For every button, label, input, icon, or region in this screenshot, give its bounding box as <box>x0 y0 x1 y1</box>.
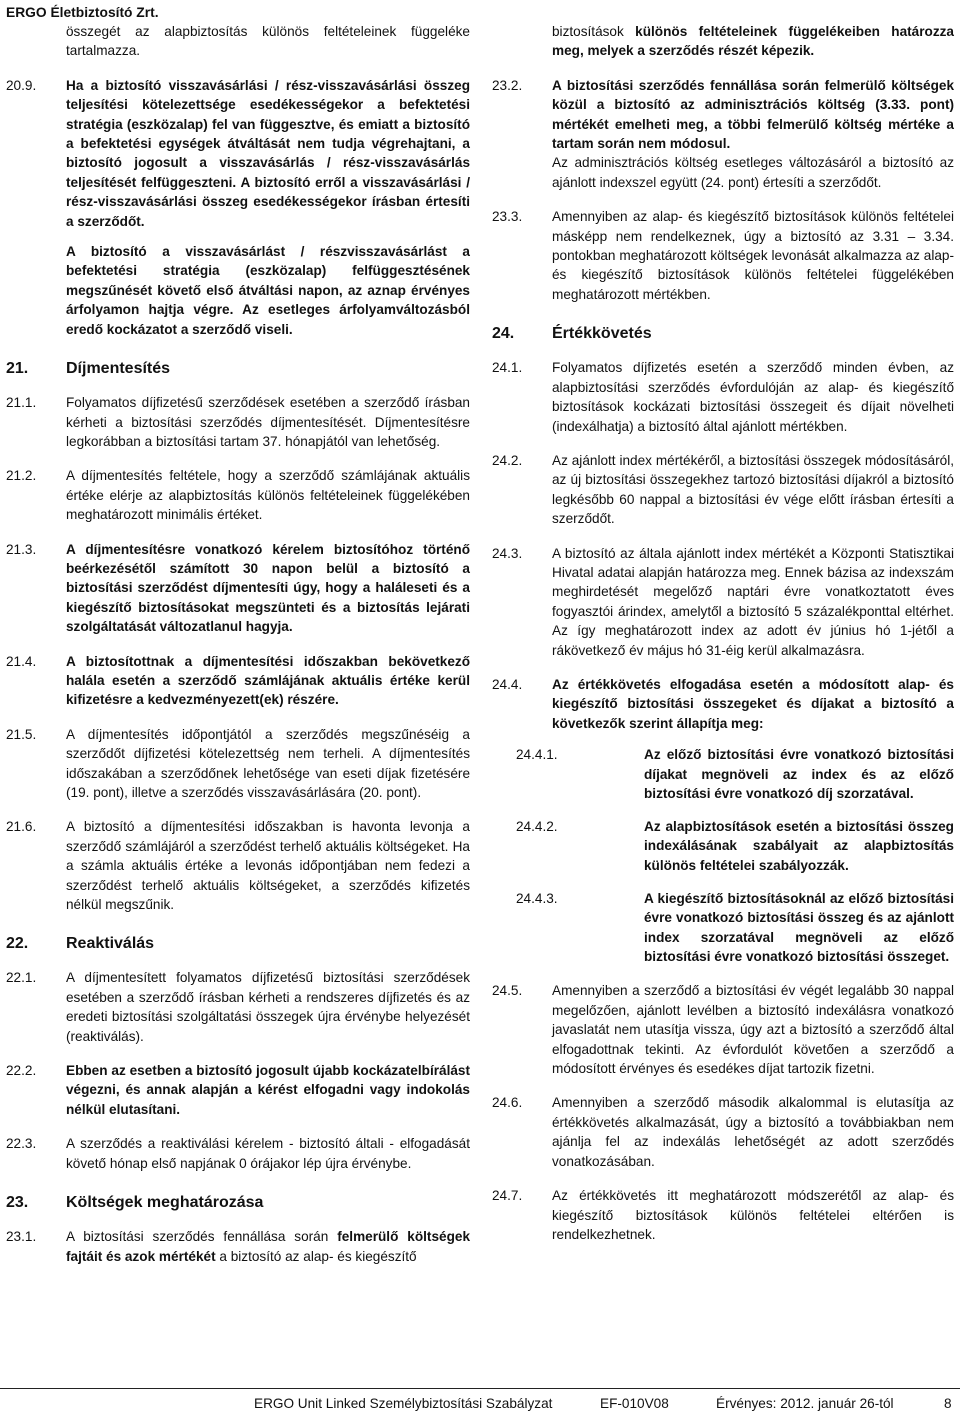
paragraph-text: A díjmentesítés időpontjától a szerződés megszűnéséig a szerződőt díjfizetési kötelezettség nem terheli. A díjmentesítés időszakában a szerződőnek lehetősége van eseti díjak fizetésére (19. pont), illetve a szerződés visszavásárlására (20. pont). <box>66 726 470 800</box>
paragraph-22-1 <box>6 968 470 1046</box>
paragraph-21-6 <box>6 817 470 914</box>
company-name: ERGO Életbiztosító Zrt. <box>6 5 159 20</box>
paragraph-number: 22.1. <box>6 970 37 986</box>
paragraph-text: összegét az alapbiztosítás különös feltételeinek függeléke tartalmazza. <box>66 24 470 59</box>
paragraph-text: Ebben az esetben a biztosító jogosult újabb kockázatelbírálást végezni, és annak alapján a kérést elfogadni vagy indokolás nélkül elutasítani. <box>66 1063 470 1117</box>
paragraph-22-3 <box>6 1134 470 1173</box>
paragraph-21-2 <box>6 466 470 524</box>
paragraph-22-2 <box>6 1061 470 1119</box>
section-title: Reaktiválás <box>66 935 155 953</box>
paragraph-24-4-1 <box>516 745 954 803</box>
footer-regulation-name: ERGO Unit Linked Személybiztosítási Szabályzat <box>254 1396 553 1411</box>
section-heading-23 <box>6 1193 470 1213</box>
paragraph-text: A kiegészítő biztosításoknál az előző biztosítási évre vonatkozó biztosítási összeg és az ajánlott index szorzatával megnöveli az előző biztosítási évre vonatkozó biztosítási összeget. <box>644 890 954 965</box>
paragraph-cont <box>6 22 470 61</box>
paragraph-number: 24.4.2. <box>516 819 558 834</box>
paragraph-21-4 <box>6 652 470 710</box>
paragraph-number: 21.2. <box>6 468 37 484</box>
paragraph-text-bold: felmerülő költségek fajtáit és azok mértékét <box>66 1229 470 1264</box>
paragraph-21-3 <box>6 540 470 637</box>
paragraph-text: A biztosító a díjmentesítési időszakban is havonta levonja a szerződő számlájáról a szerződést terhelő aktuális költségeket. Ha a számla aktuális értéke a levonás időpontjában nem fedezi a szerződést terhelő aktuális költségeket, a szerződés kifizetés nélkül megszűnik. <box>66 819 470 913</box>
left-column <box>6 22 470 1266</box>
paragraph-text: A biztosítási szerződés fennállása során <box>66 1229 338 1245</box>
paragraph-text: Az értékkövetés itt meghatározott módszerétől az alap- és kiegészítő biztosítások különös feltételei eltérően is rendelkezhetnek. <box>552 1188 954 1242</box>
paragraph-number: 22.3. <box>6 1136 37 1152</box>
page-number: 8 <box>944 1396 952 1411</box>
paragraph-cont <box>492 22 954 61</box>
paragraph-text-bold: A biztosítási szerződés fennállása során felmerülő költségek közül a biztosító az adminisztrációs költség (3.33. pont) mértékét emelheti meg, a többi felmerülő költség mértéke a tartam során nem módosul. <box>552 77 954 152</box>
paragraph-text: Az adminisztrációs költség esetleges változásáról a biztosító az ajánlott indexszel együtt (24. pont) értesíti a szerződőt. <box>552 155 954 190</box>
section-number: 24. <box>492 325 515 343</box>
footer-code: EF-010V08 <box>600 1396 669 1411</box>
paragraph-number: 24.1. <box>492 360 523 376</box>
paragraph-text: Folyamatos díjfizetés esetén a szerződő minden évben, az alapbiztosítási szerződés évfordulóján az alap- és kiegészítő biztosítások kockázati biztosítási összegeit és díjait növelheti (indexálhatja) a biztosító által ajánlott mértékben. <box>552 360 954 434</box>
paragraph-number: 23.1. <box>6 1229 37 1245</box>
paragraph-21-5 <box>6 725 470 803</box>
paragraph-23-1 <box>6 1227 470 1266</box>
paragraph-text-bold: különös feltételeinek függelékeiben határozza meg, melyek a szerződés részét képezik. <box>552 24 954 59</box>
paragraph-text: A díjmentesítésre vonatkozó kérelem biztosítóhoz történő beérkezésétől számított 30 napon belül a biztosító a biztosítási szerződést díjmentesíti úgy, hogy a haláleseti és a kiegészítő biztosításokat megszünteti és a biztosítás lejárati szolgáltatását változatlanul hagyja. <box>66 541 470 635</box>
paragraph-number: 23.2. <box>492 77 523 93</box>
paragraph-number: 20.9. <box>6 77 37 93</box>
paragraph-text: Amennyiben a szerződő a biztosítási év végét legalább 30 nappal megelőzően, ajánlott levélben a biztosító indexálásra vonatkozó javaslatát nem utasítja vissza, úgy azt a biztosító a szerződő által elfogadottnak tekinti. Az évfordulót követően a szerződő a módosított érvényes és esedékes díjat tartozik fizetni. <box>552 983 954 1077</box>
paragraph-number: 22.2. <box>6 1063 37 1079</box>
paragraph-text: A biztosítottnak a díjmentesítési időszakban bekövetkező halála esetén a szerződő számlájának aktuális értéke kerül kifizetésre a kedvezményezett(ek) részére. <box>66 653 470 708</box>
right-column <box>492 22 954 1244</box>
section-title: Értékkövetés <box>552 325 652 343</box>
paragraph-text: Az előző biztosítási évre vonatkozó biztosítási díjakat megnöveli az index és az előző biztosítási évre vonatkozó díj szorzatával. <box>644 747 954 801</box>
section-title: Díjmentesítés <box>66 360 171 378</box>
paragraph-24-7 <box>492 1186 954 1244</box>
paragraph-24-4-2 <box>516 817 954 875</box>
paragraph-number: 21.1. <box>6 395 37 411</box>
paragraph-number: 24.3. <box>492 545 523 561</box>
paragraph-23-3 <box>492 207 954 304</box>
paragraph-24-2 <box>492 451 954 529</box>
paragraph-text: Az értékkövetés elfogadása esetén a módosított alap- és kiegészítő biztosítási összegeket és díjakat a biztosító a következők szerint állapítja meg: <box>552 676 954 731</box>
paragraph-24-3 <box>492 544 954 660</box>
paragraph-20-9 <box>6 76 470 339</box>
paragraph-24-4 <box>492 675 954 733</box>
paragraph-24-4-3 <box>516 889 954 967</box>
section-title: Költségek meghatározása <box>66 1194 264 1212</box>
section-heading-22 <box>6 934 470 954</box>
paragraph-23-2 <box>492 76 954 192</box>
paragraph-24-1 <box>492 358 954 436</box>
paragraph-24-5 <box>492 981 954 1078</box>
paragraph-text: Folyamatos díjfizetésű szerződések esetében a szerződő írásban kérheti a biztosítási szerződés díjmentesítését. Díjmentesítésre legkorábban a biztosítási tartam 37. hónapjától van lehetőség. <box>66 395 470 449</box>
footer-validity: Érvényes: 2012. január 26-tól <box>716 1396 894 1411</box>
paragraph-21-1 <box>6 393 470 451</box>
footer-divider <box>0 1388 960 1389</box>
paragraph-number: 24.4.3. <box>516 890 558 906</box>
paragraph-text: biztosítások <box>552 24 636 39</box>
section-number: 21. <box>6 360 29 378</box>
paragraph-number: 23.3. <box>492 209 523 225</box>
paragraph-number: 24.4.1. <box>516 747 558 763</box>
paragraph-number: 24.4. <box>492 676 523 692</box>
paragraph-text: a biztosító az alap- és kiegészítő <box>215 1248 417 1264</box>
paragraph-text: A díjmentesített folyamatos díjfizetésű biztosítási szerződések esetében a szerződő írásban kérheti a rendszeres díjfizetés és az eredeti biztosítási szolgáltatási összegek újra érvénybe helyezését (reaktiválás). <box>66 970 470 1044</box>
paragraph-text: A biztosító az általa ajánlott index mértékét a Központi Statisztikai Hivatal adatai alapján határozza meg. Ennek bázisa az indexszám meghirdetését megelőző naptári évre vonatkoztatott éves fogyasztói árindex, amelytől a biztosító 5 százalékponttal eltérhet. Az így meghatározott index az adott év június hó 1-jétől a rákövetkező év május hó 31-éig kerül alkalmazásra. <box>552 545 954 658</box>
paragraph-number: 21.3. <box>6 541 37 557</box>
paragraph-text: A szerződés a reaktiválási kérelem - biztosító általi - elfogadását követő hónap első napjának 0 órájakor lép újra érvénybe. <box>66 1136 470 1171</box>
paragraph-number: 21.5. <box>6 726 37 742</box>
section-heading-24 <box>492 324 954 344</box>
paragraph-text: A biztosító a visszavásárlást / részvisszavásárlást a befektetési stratégia (eszközalap) felfüggesztésének megszűnését követő első átváltási napon, az aznap érvényes árfolyamon hajtja végre. Az esetleges árfolyamváltozásból eredő kockázatot a szerződő viseli. <box>66 244 470 337</box>
paragraph-text: Az alapbiztosítások esetén a biztosítási összeg indexálásának szabályait az alapbiztosítás különös feltételei szabályozzák. <box>644 819 954 873</box>
paragraph-number: 24.5. <box>492 983 523 999</box>
paragraph-text: Amennyiben az alap- és kiegészítő biztosítások különös feltételei másképp nem rendelkeznek, úgy a biztosító az 3.31 – 3.34. pontokban meghatározott költségek levonását alkalmazza az alap- és kiegészítő biztosítások különös feltételei függelékében meghatározott mértékben. <box>552 209 954 302</box>
paragraph-number: 24.2. <box>492 452 523 468</box>
paragraph-text: Az ajánlott index mértékéről, a biztosítási összegek módosításáról, az új biztosítási összegekhez tartozó biztosítási díjakról a biztosító legkésőbb 60 nappal a biztosítási év vége előtt írásban értesíti a szerződőt. <box>552 452 954 527</box>
paragraph-text: A díjmentesítés feltétele, hogy a szerződő számlájának aktuális értéke elérje az alapbiztosítás különös feltételeinek függelékében meghatározott minimális értéket. <box>66 468 470 523</box>
paragraph-number: 24.7. <box>492 1188 523 1204</box>
paragraph-text: Ha a biztosító visszavásárlási / rész-visszavásárlási összeg teljesítési kötelezettsége esedékességekor a befektetési stratégia (eszközalap) fel van függesztve, és emiatt a biztosító a befektetési egységek átváltását nem tudja végrehajtani, a biztosító jogosult a visszavásárlás / rész-visszavásárlás teljesítését felfüggeszteni. A biztosító erről a visszavásárlási / rész-visszavásárlási összeg esedékességekor írásban értesíti a szerződőt. <box>66 77 470 229</box>
section-heading-21 <box>6 359 470 379</box>
paragraph-text: Amennyiben a szerződő második alkalommal is elutasítja az értékkövetés alkalmazását, úgy a biztosító a továbbiakban nem ajánlja fel az indexálás lehetőségét az adott szerződés vonatkozásában. <box>552 1095 954 1169</box>
section-number: 23. <box>6 1194 29 1212</box>
paragraph-number: 24.6. <box>492 1095 523 1111</box>
paragraph-24-6 <box>492 1093 954 1171</box>
paragraph-number: 21.4. <box>6 653 37 669</box>
paragraph-number: 21.6. <box>6 819 37 835</box>
section-number: 22. <box>6 935 29 953</box>
